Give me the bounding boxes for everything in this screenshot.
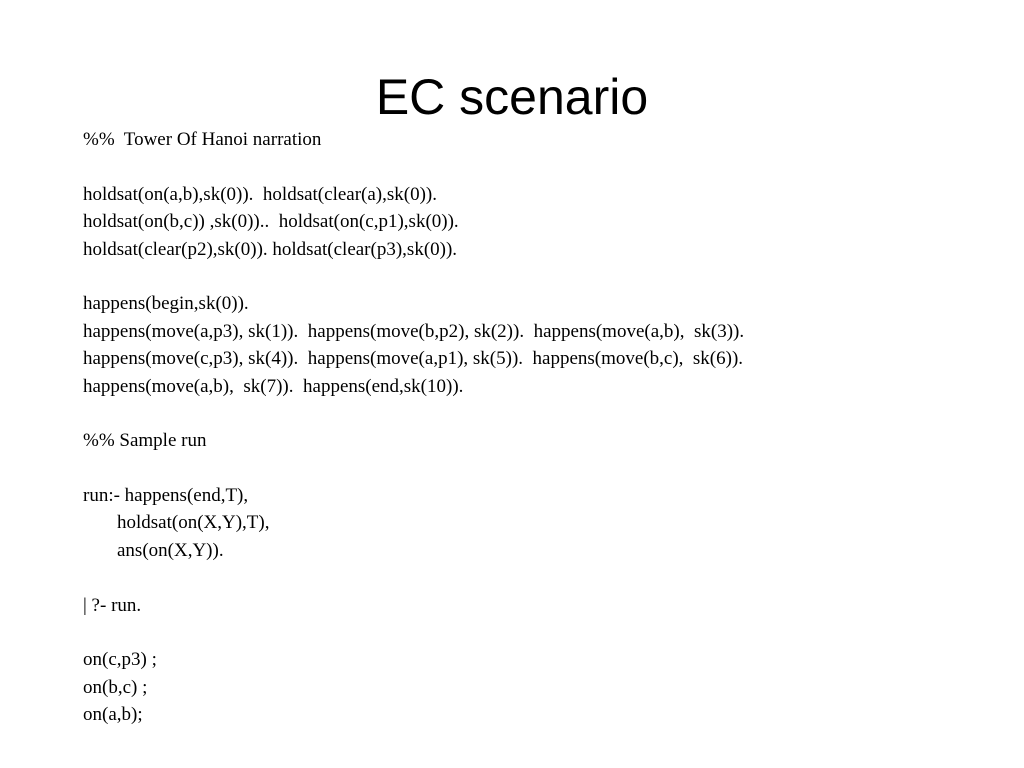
code-line: run:- happens(end,T), bbox=[83, 485, 249, 507]
code-line: holdsat(clear(p2),sk(0)). holdsat(clear(p3),sk(0)). bbox=[83, 238, 458, 260]
blank-line bbox=[83, 619, 983, 646]
code-line: happens(begin,sk(0)). bbox=[83, 293, 249, 315]
code-line: holdsat(on(b,c)) ,sk(0)).. holdsat(on(c,p1),sk(0)). bbox=[83, 211, 459, 233]
code-line: happens(move(c,p3), sk(4)). happens(move(a,p1), sk(5)). happens(move(b,c), sk(6)). bbox=[83, 348, 744, 370]
blank-line bbox=[83, 263, 983, 290]
code-line: happens(move(a,b), sk(7)). happens(end,sk(10)). bbox=[83, 375, 464, 397]
query-line: | ?- run. bbox=[83, 594, 142, 616]
blank-line bbox=[83, 400, 983, 427]
slide-title: EC scenario bbox=[375, 69, 649, 125]
comment-line: %% Tower Of Hanoi narration bbox=[83, 129, 322, 150]
blank-line bbox=[83, 564, 983, 591]
output-line: on(c,p3) ; bbox=[83, 649, 157, 671]
blank-line bbox=[83, 455, 983, 482]
slide-body bbox=[83, 126, 983, 729]
output-line: on(a,b); bbox=[83, 704, 143, 726]
code-line: happens(move(a,p3), sk(1)). happens(move(b,p2), sk(2)). happens(move(a,b), sk(3)). bbox=[83, 320, 745, 342]
blank-line bbox=[83, 153, 983, 180]
code-line-indented: holdsat(on(X,Y),T), bbox=[117, 512, 270, 534]
output-line: on(b,c) ; bbox=[83, 676, 148, 698]
code-line: holdsat(on(a,b),sk(0)). holdsat(clear(a),sk(0)). bbox=[83, 183, 438, 205]
code-line-indented: ans(on(X,Y)). bbox=[117, 539, 224, 561]
comment-line: %% Sample run bbox=[83, 430, 207, 452]
